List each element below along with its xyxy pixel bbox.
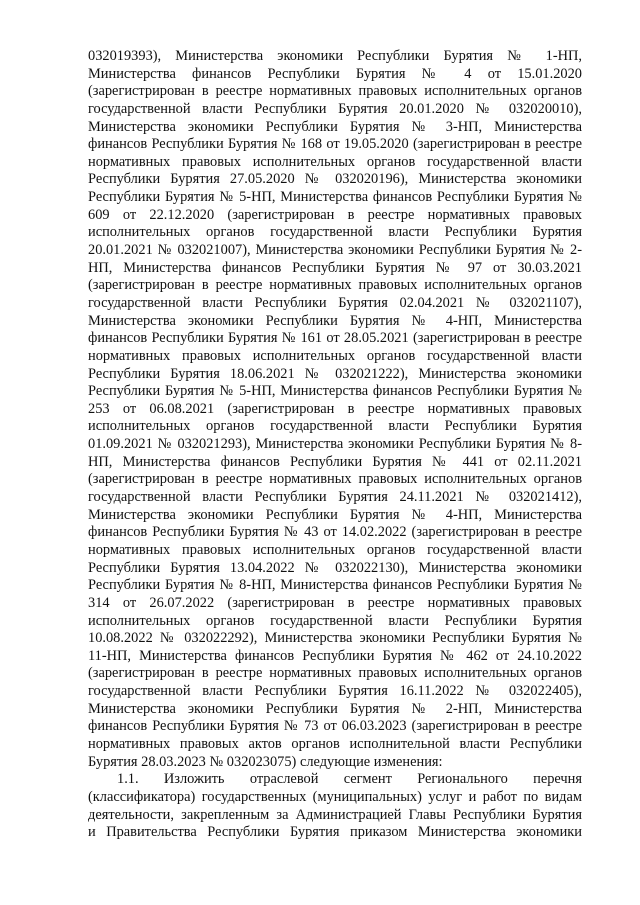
text-line: 253 от 06.08.2021 (зарегистрирован в реестре нормативных правовых [88,400,582,417]
text-line: нормативных правовых исполнительных органов государственной власти [88,153,582,170]
text-line: исполнительных органов государственной власти Республики Бурятия [88,418,582,435]
text-line: государственной власти Республики Бурятия 24.11.2021 № 032021412), [88,489,582,506]
text-line: (зарегистрирован в реестре нормативных правовых исполнительных органов [88,471,582,488]
text-line: государственной власти Республики Бурятия 02.04.2021 № 032021107), [88,294,582,311]
text-line: Республики Бурятия 18.06.2021 № 032021222), Министерства экономики [88,365,582,382]
text-line: Республики Бурятия 13.04.2022 № 032022130), Министерства экономики [88,559,582,576]
text-line: НП, Министерства финансов Республики Бурятия № 97 от 30.03.2021 [88,259,582,276]
text-line: нормативных правовых актов органов исполнительной власти Республики [88,735,582,752]
text-line: Министерства экономики Республики Бурятия № 4-НП, Министерства [88,506,582,523]
document-page [88,48,582,842]
text-line: финансов Республики Бурятия № 73 от 06.03.2023 (зарегистрирован в реестре [88,718,582,735]
text-line: финансов Республики Бурятия № 168 от 19.05.2020 (зарегистрирован в реестре [88,136,582,153]
text-line: 11-НП, Министерства финансов Республики Бурятия № 462 от 24.10.2022 [88,647,582,664]
text-line: исполнительных органов государственной власти Республики Бурятия [88,224,582,241]
text-line: финансов Республики Бурятия № 43 от 14.02.2022 (зарегистрирован в реестре [88,524,582,541]
text-line: (зарегистрирован в реестре нормативных правовых исполнительных органов [88,665,582,682]
text-line: нормативных правовых исполнительных органов государственной власти [88,347,582,364]
text-line: (классификатора) государственных (муниципальных) услуг и работ по видам [88,788,582,805]
text-line: и Правительства Республики Бурятия приказом Министерства экономики [88,824,582,841]
text-line: 01.09.2021 № 032021293), Министерства экономики Республики Бурятия № 8- [88,436,582,453]
text-line: 20.01.2021 № 032021007), Министерства экономики Республики Бурятия № 2- [88,242,582,259]
text-line: Республики Бурятия 27.05.2020 № 032020196), Министерства экономики [88,171,582,188]
text-line: деятельности, закрепленным за Администрацией Главы Республики Бурятия [88,806,582,823]
text-line: (зарегистрирован в реестре нормативных правовых исполнительных органов [88,83,582,100]
text-line: Республики Бурятия № 8-НП, Министерства финансов Республики Бурятия № [88,577,582,594]
text-line: 10.08.2022 № 032022292), Министерства экономики Республики Бурятия № [88,630,582,647]
text-line: Республики Бурятия № 5-НП, Министерства финансов Республики Бурятия № [88,189,582,206]
text-line: государственной власти Республики Бурятия 16.11.2022 № 032022405), [88,683,582,700]
text-line: 032019393), Министерства экономики Республики Бурятия № 1-НП, [88,48,582,64]
text-line: финансов Республики Бурятия № 161 от 28.05.2021 (зарегистрирован в реестре [88,330,582,347]
text-line: Министерства экономики Республики Бурятия № 2-НП, Министерства [88,700,582,717]
text-line: Республики Бурятия № 5-НП, Министерства финансов Республики Бурятия № [88,383,582,400]
text-line: государственной власти Республики Бурятия 20.01.2020 № 032020010), [88,100,582,117]
text-line: 609 от 22.12.2020 (зарегистрирован в реестре нормативных правовых [88,206,582,223]
text-line: НП, Министерства финансов Республики Бурятия № 441 от 02.11.2021 [88,453,582,470]
text-line: Министерства экономики Республики Бурятия № 4-НП, Министерства [88,312,582,329]
text-line: исполнительных органов государственной власти Республики Бурятия [88,612,582,629]
text-line: Министерства финансов Республики Бурятия № 4 от 15.01.2020 [88,65,582,82]
text-line: нормативных правовых исполнительных органов государственной власти [88,541,582,558]
text-line: 314 от 26.07.2022 (зарегистрирован в реестре нормативных правовых [88,594,582,611]
clause-1-1-line: 1.1. Изложить отраслевой сегмент Регионального перечня [117,771,582,788]
text-line: Министерства экономики Республики Бурятия № 3-НП, Министерства [88,118,582,135]
text-line: (зарегистрирован в реестре нормативных правовых исполнительных органов [88,277,582,294]
paragraph-end-line: Бурятия 28.03.2023 № 032023075) следующие изменения: [88,753,443,770]
